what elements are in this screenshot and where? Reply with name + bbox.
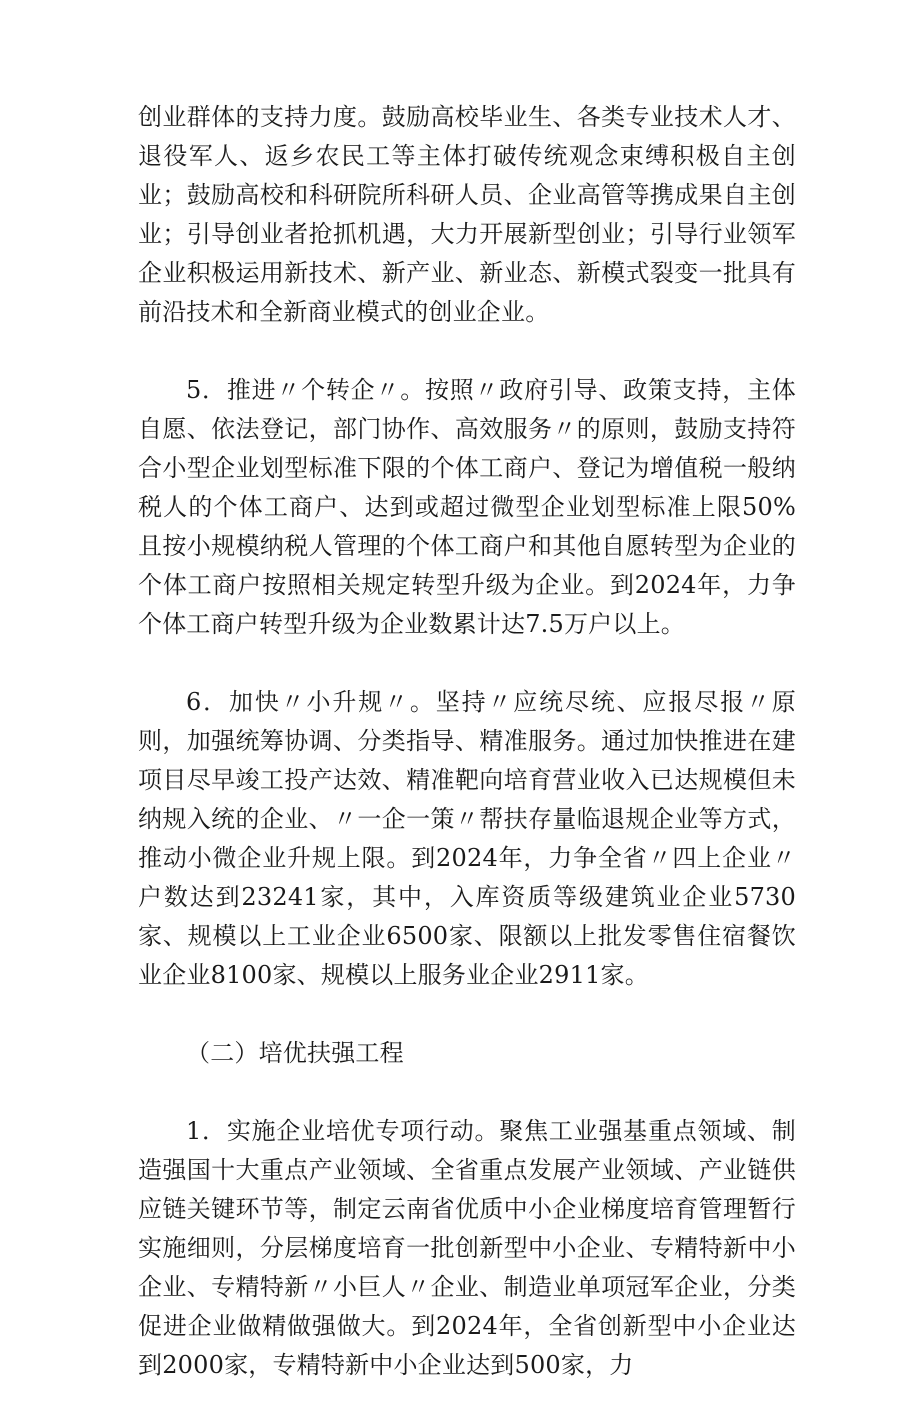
paragraph-entrepreneurship-support: 创业群体的支持力度。鼓励高校毕业生、各类专业技术人才、退役军人、返乡农民工等主体打破传统观念束缚积极自主创业；鼓励高校和科研院所科研人员、企业高管等携成果自主创业；引导创业者抢抓机遇，大力开展新型创业；引导行业领军企业积极运用新技术、新产业、新业态、新模式裂变一批具有前沿技术和全新商业模式的创业企业。 [138,103,796,326]
paragraph-enterprise-cultivation: 1．实施企业培优专项行动。聚焦工业强基重点领域、制造强国十大重点产业领域、全省重点发展产业领域、产业链供应链关键环节等，制定云南省优质中小企业梯度培育管理暂行实施细则，分层梯度培育一批创新型中小企业、专精特新中小企业、专精特新〃小巨人〃企业、制造业单项冠军企业，分类促进企业做精做强做大。到2024年，全省创新型中小企业达到2000家，专精特新中小企业达到500家，力 [138,1117,796,1379]
section-heading: （二）培优扶强工程 [186,1039,404,1067]
paragraph-individual-to-enterprise: 5．推进〃个转企〃。按照〃政府引导、政策支持，主体自愿、依法登记，部门协作、高效服务〃的原则，鼓励支持符合小型企业划型标准下限的个体工商户、登记为增值税一般纳税人的个体工商户、达到或超过微型企业划型标准上限50%且按小规模纳税人管理的个体工商户和其他自愿转型为企业的个体工商户按照相关规定转型升级为企业。到2024年，力争个体工商户转型升级为企业数累计达7.5万户以上。 [138,376,796,638]
document-body [138,98,796,1424]
paragraph-small-to-scaled: 6．加快〃小升规〃。坚持〃应统尽统、应报尽报〃原则，加强统筹协调、分类指导、精准服务。通过加快推进在建项目尽早竣工投产达效、精准靶向培育营业收入已达规模但未纳规入统的企业、〃一企一策〃帮扶存量临退规企业等方式，推动小微企业升规上限。到2024年，力争全省〃四上企业〃户数达到23241家，其中，入库资质等级建筑业企业5730家、规模以上工业企业6500家、限额以上批发零售住宿餐饮业企业8100家、规模以上服务业企业2911家。 [138,688,796,989]
